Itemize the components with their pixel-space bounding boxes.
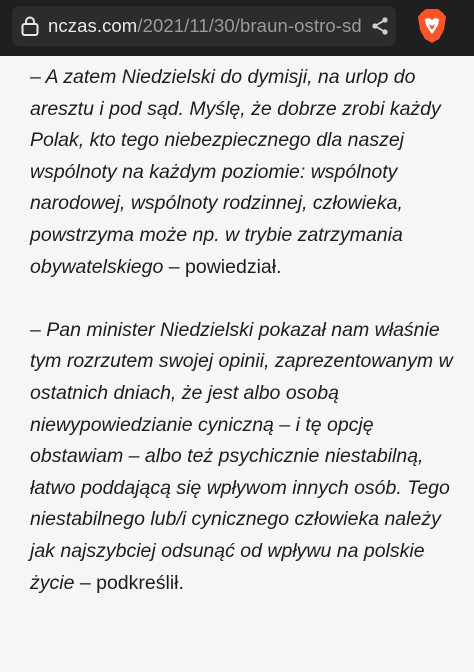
text-line xyxy=(30,568,450,600)
share-icon[interactable] xyxy=(364,15,390,37)
quote-end: obywatelskiego xyxy=(30,255,164,278)
text-line: wspólnoty na każdym poziomie: wspólnoty xyxy=(30,160,398,183)
text-line: narodowej, wspólnoty rodzinnej, człowieka, xyxy=(30,192,403,215)
quote-end: życie xyxy=(30,571,75,594)
url-domain: nczas.com xyxy=(48,15,138,36)
address-bar[interactable] xyxy=(12,6,396,46)
text-line: łatwo poddającą się wpływom innych osób. Tego xyxy=(30,476,450,499)
article-paragraph-2 xyxy=(30,315,453,599)
text-line: – Pan minister Niedzielski pokazał nam właśnie xyxy=(30,318,440,341)
brave-lion-icon[interactable] xyxy=(414,7,450,45)
article-paragraph-1 xyxy=(30,62,450,283)
attribution: – podkreślił. xyxy=(74,571,184,594)
text-line: niestabilnego lub/i cynicznego człowieka należy xyxy=(30,508,441,531)
text-line: ostatnich dniach, że jest albo osobą xyxy=(30,381,339,404)
text-line: – A zatem Niedzielski do dymisji, na urlop do xyxy=(30,66,416,88)
lock-icon[interactable] xyxy=(12,6,48,46)
text-line xyxy=(30,252,450,284)
text-line: aresztu i pod sąd. Myślę, że dobrze zrobi każdy xyxy=(30,97,441,120)
text-line: Polak, kto tego niebezpiecznego dla naszej xyxy=(30,129,405,152)
text-line: tym rozrzutem swojej opinii, zaprezentowanym w xyxy=(30,350,453,373)
article-body xyxy=(30,62,453,631)
text-line: powstrzyma może np. w trybie zatrzymania xyxy=(30,223,403,246)
text-line: niewypowiedzianie cyniczną – i tę opcję xyxy=(30,413,374,436)
browser-toolbar xyxy=(0,0,474,56)
url-text[interactable] xyxy=(48,15,362,37)
text-line: obstawiam – albo też psychicznie niestabilną, xyxy=(30,445,424,468)
text-line: jak najszybciej odsunąć od wpływu na polskie xyxy=(30,539,425,562)
url-path: /2021/11/30/braun-ostro-sd xyxy=(137,15,362,36)
attribution: – powiedział. xyxy=(163,255,282,278)
